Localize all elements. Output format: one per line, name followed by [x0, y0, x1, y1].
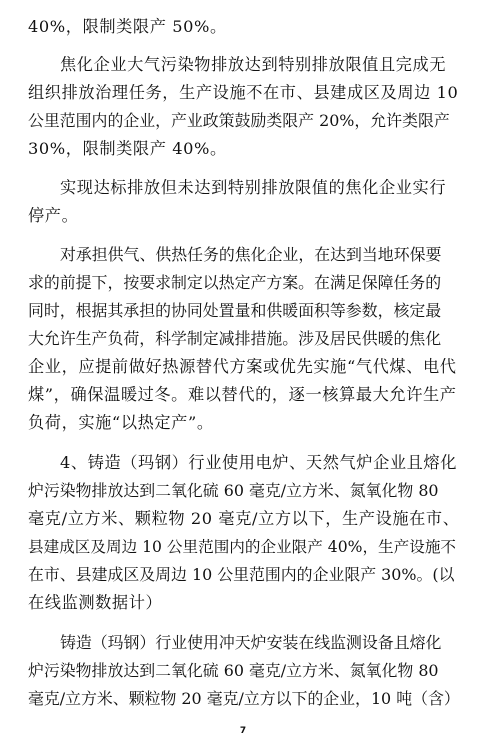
text-line: 炉污染物排放达到二氧化硫 60 毫克/立方米、氮氧化物 80 — [28, 661, 439, 680]
text-line: 求的前提下，按要求制定以热定产方案。在满足保障任务的 — [28, 273, 442, 292]
text-line: 毫克/立方米、颗粒物 20 毫克/立方以下的企业，10 吨（含） — [28, 689, 460, 708]
text-line: 4、铸造（玛钢）行业使用电炉、天然气炉企业且熔化 — [60, 453, 458, 472]
text-line: 焦化企业大气污染物排放达到特别排放限值且完成无 — [60, 55, 447, 74]
text-line: 毫克/立方米、颗粒物 20 毫克/立方以下，生产设施在市、 — [28, 509, 460, 528]
text-line: 在线监测数据计） — [28, 593, 163, 612]
page-number: 7 — [239, 726, 247, 736]
text-line: 铸造（玛钢）行业使用冲天炉安装在线监测设备且熔化 — [60, 633, 442, 652]
text-line: 40%，限制类限产 50%。 — [28, 17, 227, 36]
text-line: 大允许生产负荷，科学制定减排措施。涉及居民供暖的焦化 — [28, 329, 442, 348]
text-line: 企业，应提前做好热源替代方案或优先实施“气代煤、电代 — [28, 357, 457, 376]
text-line: 县建成区及周边 10 公里范围内的企业限产 40%，生产设施不 — [28, 538, 457, 556]
text-line: 同时，根据其承担的协同处置量和供暖面积等参数，核定最 — [28, 301, 442, 320]
text-line: 煤”，确保温暖过冬。难以替代的，逐一核算最大允许生产 — [28, 385, 457, 404]
text-line: 对承担供气、供热任务的焦化企业，在达到当地环保要 — [60, 245, 442, 264]
text-line: 负荷，实施“以热定产”。 — [28, 413, 214, 432]
text-line: 在市、县建成区及周边 10 公里范围内的企业限产 30%。(以 — [28, 565, 455, 584]
text-line: 30%，限制类限产 40%。 — [28, 139, 227, 158]
text-line: 炉污染物排放达到二氧化硫 60 毫克/立方米、氮氧化物 80 — [28, 481, 439, 500]
text-line: 实现达标排放但未达到特别排放限值的焦化企业实行 — [60, 178, 447, 197]
text-line: 停产。 — [28, 206, 79, 225]
text-line: 公里范围内的企业，产业政策鼓励类限产 20%，允许类限产 — [28, 111, 450, 130]
text-line: 组织排放治理任务，生产设施不在市、县建成区及周边 10 — [28, 83, 459, 102]
